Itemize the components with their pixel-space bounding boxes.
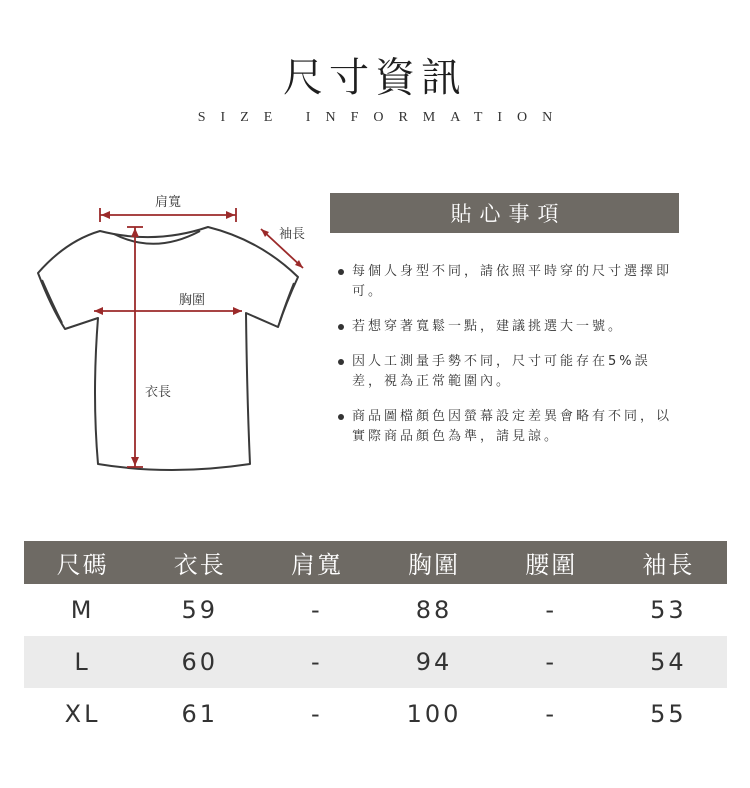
column-header-size: 尺碼 bbox=[24, 541, 141, 584]
table-cell: 53 bbox=[650, 596, 687, 624]
sleeve-hem-right bbox=[280, 283, 294, 321]
notes-list bbox=[338, 262, 678, 462]
table-cell: - bbox=[493, 636, 610, 688]
table-cell: - bbox=[545, 700, 558, 728]
sleeve-hem-left bbox=[42, 280, 62, 323]
table-cell: - bbox=[258, 636, 375, 688]
table-row bbox=[24, 636, 727, 688]
page-subtitle: SIZE INFORMATION bbox=[197, 110, 568, 125]
table-row bbox=[24, 688, 727, 740]
table-cell: M bbox=[70, 596, 95, 624]
table-row bbox=[24, 584, 727, 636]
shoulder-label: 肩寬 bbox=[154, 195, 182, 210]
tshirt-diagram bbox=[30, 185, 320, 485]
tshirt-outline bbox=[38, 227, 298, 470]
size-table bbox=[24, 541, 727, 740]
list-item: 商品圖檔顏色因螢幕設定差異會略有不同，以實際商品顏色為準，請見諒。 bbox=[338, 407, 678, 447]
column-header-shoulder: 肩寬 bbox=[258, 541, 375, 584]
table-cell: XL bbox=[64, 700, 101, 728]
table-cell: - bbox=[545, 596, 558, 624]
table-cell: 59 bbox=[181, 596, 218, 624]
table-cell: L bbox=[24, 636, 141, 688]
table-cell: - bbox=[311, 700, 323, 728]
list-item: 若想穿著寬鬆一點，建議挑選大一號。 bbox=[338, 317, 678, 337]
notes-header: 貼心事項 bbox=[330, 193, 679, 233]
table-cell: 60 bbox=[141, 636, 258, 688]
column-header-waist: 腰圍 bbox=[493, 541, 610, 584]
tshirt-svg bbox=[30, 185, 320, 485]
column-header-length: 衣長 bbox=[141, 541, 258, 584]
column-header-chest: 胸圍 bbox=[375, 541, 492, 584]
column-header-sleeve: 袖長 bbox=[610, 541, 727, 584]
table-cell: 88 bbox=[415, 596, 453, 624]
table-cell: 55 bbox=[650, 700, 687, 728]
table-cell: 61 bbox=[181, 700, 218, 728]
length-measure bbox=[127, 227, 143, 467]
chest-measure bbox=[94, 307, 242, 315]
table-cell: 54 bbox=[610, 636, 727, 688]
length-label: 衣長 bbox=[144, 385, 172, 400]
page-title: 尺寸資訊 bbox=[283, 55, 467, 101]
list-item: 因人工測量手勢不同，尺寸可能存在5%誤差，視為正常範圍內。 bbox=[338, 352, 678, 392]
table-header-row bbox=[24, 541, 727, 584]
shoulder-measure bbox=[100, 208, 236, 222]
table-cell: - bbox=[311, 596, 323, 624]
sleeve-label: 袖長 bbox=[278, 227, 306, 242]
chest-label: 胸圍 bbox=[178, 293, 206, 308]
list-item: 每個人身型不同，請依照平時穿的尺寸選擇即可。 bbox=[338, 262, 678, 302]
table-cell: 94 bbox=[375, 636, 492, 688]
table-cell: 100 bbox=[406, 700, 462, 728]
